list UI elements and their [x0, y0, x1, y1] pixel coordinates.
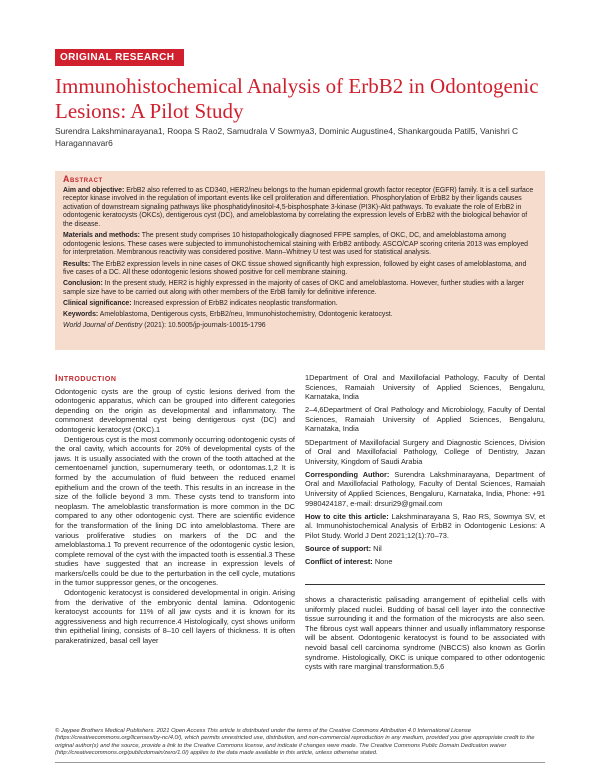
license-footer: © Jaypee Brothers Medical Publishers. 2021 Open Access This article is distributed under the terms of the Creative Commons Attribution 4.0 International License (https://creativecommons.org/licenses/by-nc/4.0/), which permits unrestricted use, distribution, and non-commercial reproduction in any medium, provided you give appropriate credit to the original author(s) and the source, provide a link to the Creative Commons license, and indicate if changes were made. The Creative Commons Public Domain Dedication waiver (http://creativecommons.org/publicdomain/zero/1.0/) applies to the data made available in this article, unless otherwise stated.	[55, 728, 535, 757]
article-type-banner: ORIGINAL RESEARCH	[55, 49, 184, 66]
how-to-cite: How to cite this article: Lakshminarayana S, Rao RS, Sowmya SV, et al. Immunohistochemical Analysis of ErbB2 in Odontogenic Lesions: A Pilot Study. World J Dent 2021;12(1):70–73.	[305, 511, 545, 540]
abstract-conclusion: Conclusion: In the present study, HER2 is highly expressed in the majority of cases of OKC and ameloblastoma. However, further studies with a larger sample size have to be carried out along with other members of the ErbB family for definitive inference.	[63, 280, 524, 296]
introduction-heading: Introduction	[55, 372, 117, 383]
intro-paragraph-1: Odontogenic cysts are the group of cystic lesions derived from the odontogenic apparatus, which can be grouped into different categories depending on the origin as developmental and inflammatory. The commonest developmental cyst being dentigerous cyst (DC) and odontogenic keratocyst (OKC).1	[55, 386, 295, 434]
abstract-methods: Materials and methods: The present study comprises 10 histopathologically diagnosed FFPE samples, of OKC, DC, and ameloblastoma among odontogenic lesions. These cases were subjected to immunohistochemical staining with ErbB2 antibody. ASCO/CAP scoring criteria 2013 was employed for interpretation. Membranous reactivity was considered positive. Mann–Whitney U test was used for statistical analysis.	[63, 232, 528, 257]
affiliation-2: 2–4,6Department of Oral Pathology and Microbiology, Faculty of Dental Sciences, Ramaiah University of Applied Sciences, Bengaluru, Karnataka, India	[305, 405, 545, 434]
abstract-aim: Aim and objective: ErbB2 also referred to as CD340, HER2/neu belongs to the human epidermal growth factor receptor (EGFR) family. It is a cell surface receptor kinase involved in the regulation of important events like cell proliferation and differentiation. Phosphorylation of ErbB2 by their ligands causes activation of downstream signaling pathways like phosphatidylinositol-4,5-bisphosphate 3-kinase (PI3K)-Akt pathways. To evaluate the role of ErbB2 in odontogenic keratocysts (OKCs), dentigerous cyst (DC), and ameloblastoma by correlating the expression levels of ErbB2 with the biological behavior of the disease.	[63, 186, 534, 228]
author-list: Surendra Lakshminarayana1, Roopa S Rao2, Samudrala V Sowmya3, Dominic Augustine4, Shankargouda Patil5, Vanishri C Haragannavar6	[55, 126, 519, 148]
affiliation-1: 1Department of Oral and Maxillofacial Pathology, Faculty of Dental Sciences, Ramaiah University of Applied Sciences, Bengaluru, Karnataka, India	[305, 373, 545, 402]
corresponding-author: Corresponding Author: Surendra Lakshminarayana, Department of Oral and Maxillofacial Pathology, Faculty of Dental Sciences, Ramaiah University of Applied Sciences, Bengaluru, Karnataka, India, Phone: +91 9980424187, e-mail: drsuri29@gmail.com	[305, 469, 545, 508]
intro-paragraph-2: Dentigerous cyst is the most commonly occurring odontogenic cysts of the oral cavity, which accounts for 20% of developmental cysts of the jaws. It is usually associated with the crown of the tooth attached at the cementoenamel junction, supernumerary teeth, or odontomas.1,2 It is formed by the accumulation of fluid between the reduced enamel epithelium and the crown of the teeth. This results in an increase in the size of the follicle beyond 3 mm. These cysts tend to transform into neoplasm. The ameloblastic transformation is more common in the DC compared to any other odontogenic cyst. There are scientific evidence for the transformation of the lining DC into ameloblastoma. There are various proliferative studies on markers of the DC and the ameloblastoma.1 To prevent recurrence of the odontogenic cystic lesion, complete removal of the cyst with the impacted tooth is essential.3 These studies have suggested that an increase in expression levels of markers/cells could be due to the perturbation in the cell cycle, mutations in the tumor suppressor genes, or the oncogenes.	[55, 434, 295, 588]
abstract-results: Results: The ErbB2 expression levels in nine cases of OKC tissue showed significantly high expression, followed by eight cases of ameloblastoma, and five cases of a DC. All these odontogenic lesions showed positive for cell membrane staining.	[63, 260, 527, 277]
affiliation-3: 5Department of Maxillofacial Surgery and Diagnostic Sciences, Division of Oral and Maxillofacial Pathology, College of Dentistry, Jazan University, Kingdom of Saudi Arabia	[305, 437, 545, 466]
abstract-keywords: Keywords: Ameloblastoma, Dentigerous cysts, ErbB2/neu, Immunohistochemistry, Odontogenic keratocyst.	[63, 311, 393, 319]
column-divider	[305, 584, 545, 585]
intro-paragraph-3: Odontogenic keratocyst is considered developmental in origin. Arising from the derivative of the embryonic dental lamina. Odontogenic keratocyst accounts for 11% of all jaw cysts and it is known for its aggressiveness and high recurrence.4 Histologically, cyst shows uniform thin epithelial lining, consists of 8–10 cell layers of thickness. It is often parakeratinized, basal cell layer	[55, 588, 295, 646]
introduction-column	[55, 373, 295, 646]
right-column-body: shows a characteristic palisading arrangement of epithelial cells with uniformly placed nuclei. Budding of basal cell layer into the connective tissue surrounding it and the formation of the microcysts are also seen. The fibrous cyst wall appears thinner and usually inflammatory response will be absent. Odontogenic keratocyst is found to be associated with nevoid basal cell carcinoma syndrome (NBCCS) also known as Gorlin syndrome. Histologically, OKC is unique compared to other odontogenic cysts with rare marginal transformation.5,6	[305, 595, 545, 672]
affiliations-column	[305, 373, 545, 570]
abstract-heading: Abstract	[63, 174, 103, 184]
footer-divider	[55, 762, 545, 763]
abstract-clinical-significance: Clinical significance: Increased expression of ErbB2 indicates neoplastic transformation.	[63, 300, 338, 308]
conflict-of-interest: Conflict of interest: None	[305, 557, 393, 567]
abstract-citation: World Journal of Dentistry (2021): 10.5005/jp-journals-10015-1796	[63, 322, 266, 330]
source-of-support: Source of support: Nil	[305, 544, 382, 553]
article-title: Immunohistochemical Analysis of ErbB2 in Odontogenic Lesions: A Pilot Study	[55, 74, 539, 123]
abstract-box	[55, 171, 545, 350]
